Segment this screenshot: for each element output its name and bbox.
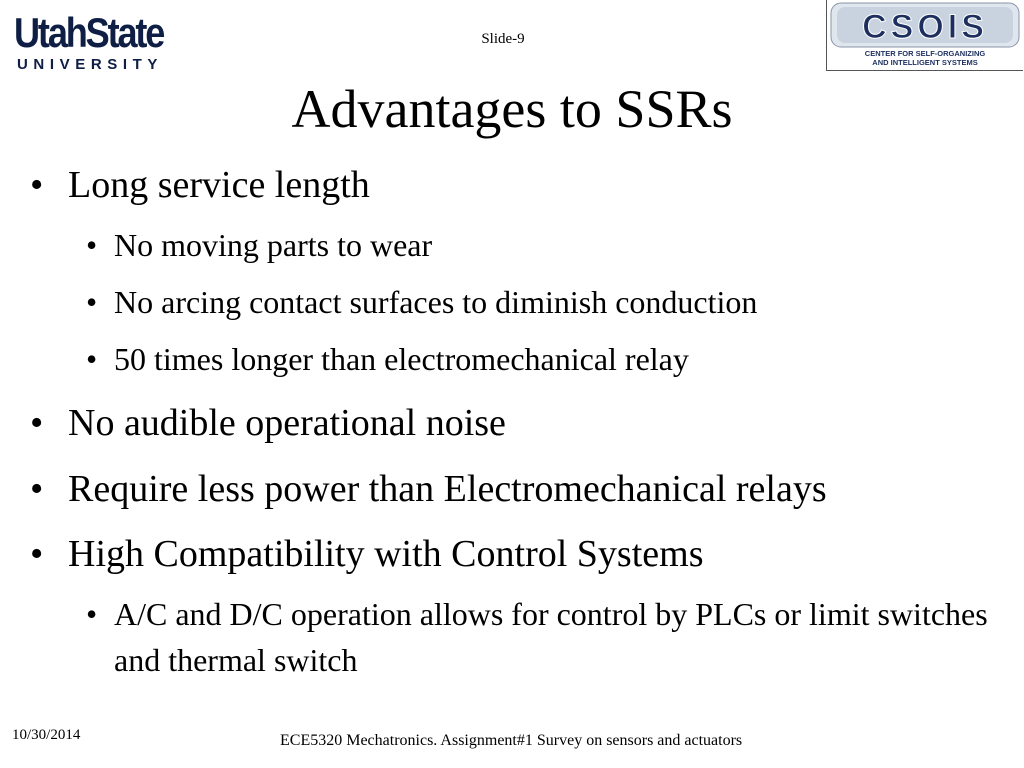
slide-number-text: Slide-9 bbox=[481, 31, 525, 47]
bullet-item bbox=[30, 531, 704, 577]
csois-logo-name: CSOIS bbox=[862, 8, 988, 46]
slide-title: Advantages to SSRs bbox=[291, 79, 733, 139]
csois-logo bbox=[826, 0, 1023, 71]
footer-date: 10/30/2014 bbox=[12, 727, 81, 743]
sub-bullet-text: No arcing contact surfaces to diminish conduction bbox=[114, 284, 758, 320]
sub-bullet-item bbox=[86, 339, 689, 379]
bullet-text: No audible operational noise bbox=[68, 402, 506, 444]
sub-bullet-text: 50 times longer than electromechanical relay bbox=[114, 341, 689, 377]
bullet-glyph: • bbox=[30, 533, 44, 575]
sub-bullet-item bbox=[86, 225, 433, 265]
bullet-text: Require less power than Electromechanical relays bbox=[68, 468, 827, 510]
csois-logo-line2: AND INTELLIGENT SYSTEMS bbox=[872, 58, 978, 67]
sub-bullet-glyph: • bbox=[86, 227, 98, 263]
csois-logo-graphic bbox=[827, 0, 1023, 70]
sub-bullet-text: No moving parts to wear bbox=[114, 227, 433, 263]
bullet-item bbox=[30, 466, 827, 512]
bullet-item bbox=[30, 400, 506, 446]
footer-course-title: ECE5320 Mechatronics. Assignment#1 Survey on sensors and actuators bbox=[280, 732, 743, 749]
bullet-glyph: • bbox=[30, 468, 44, 510]
sub-bullet-glyph: • bbox=[86, 284, 98, 320]
sub-bullet-item bbox=[86, 591, 994, 683]
sub-bullet-text: A/C and D/C operation allows for control by PLCs or limit switches and thermal switch bbox=[114, 596, 988, 678]
bullet-text: Long service length bbox=[68, 164, 370, 206]
usu-logo-wordmark: UtahState bbox=[14, 9, 164, 56]
sub-bullet-item bbox=[86, 282, 758, 322]
bullet-glyph: • bbox=[30, 164, 44, 206]
sub-bullet-glyph: • bbox=[86, 341, 98, 377]
bullet-item bbox=[30, 162, 370, 208]
csois-logo-line1: CENTER FOR SELF-ORGANIZING bbox=[864, 49, 986, 58]
usu-logo-subtitle: UNIVERSITY bbox=[17, 56, 164, 73]
sub-bullet-glyph: • bbox=[86, 596, 98, 632]
bullet-glyph: • bbox=[30, 402, 44, 444]
bullet-text: High Compatibility with Control Systems bbox=[68, 533, 704, 575]
